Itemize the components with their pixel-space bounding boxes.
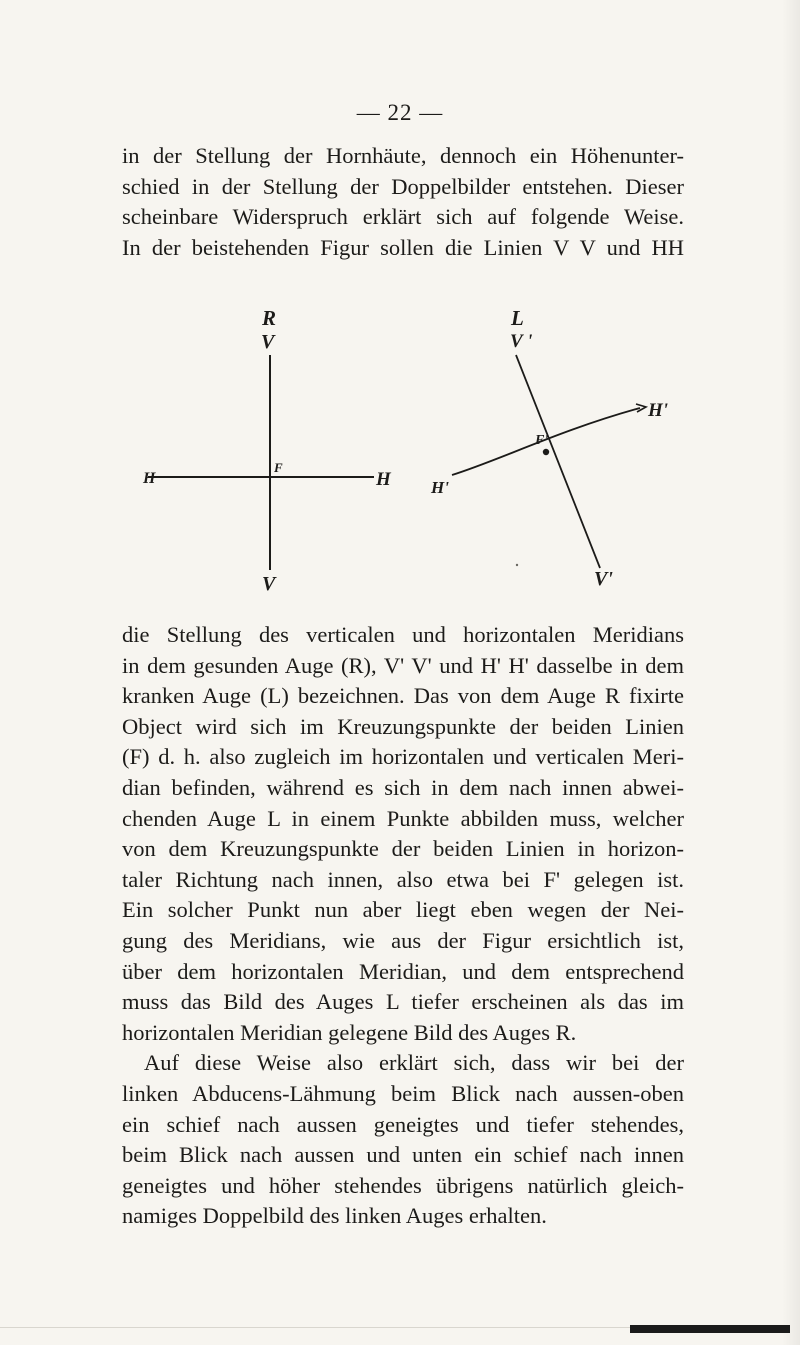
speck (516, 564, 518, 566)
text-line: die Stellung des verticalen und horizontalen Meridians (122, 622, 684, 647)
left-vertical-top-label: V (261, 331, 275, 353)
right-fixation-label: F' (535, 433, 549, 448)
scan-bottom-bar (630, 1325, 790, 1333)
right-horizontal-right-label: H' (648, 400, 669, 421)
right-eye-label: L (511, 306, 524, 330)
text-line: geneigtes und höher stehendes übrigens natürlich gleich- (122, 1172, 684, 1198)
text-line: Auf diese Weise also erklärt sich, dass wir bei der (144, 1050, 684, 1076)
scan-bottom-rule (0, 1327, 630, 1328)
text-line: beim Blick nach aussen und unten ein schief nach innen (122, 1142, 684, 1168)
text-line: chenden Auge L in einem Punkte abbilden muss, welcher (122, 805, 684, 831)
left-horizontal-left-label: H (143, 470, 156, 487)
right-vertical-bottom-label: V' (594, 568, 613, 590)
text-line: Object wird sich im Kreuzungspunkte der beiden Linien (122, 713, 684, 739)
paragraph-top (122, 141, 684, 263)
text-line: in dem gesunden Auge (R), V' V' und H' H' dasselbe in dem (122, 652, 684, 678)
text-line: scheinbare Widerspruch erklärt sich auf folgende Weise. (122, 204, 684, 230)
paragraph-bottom (122, 620, 684, 1232)
text-line: kranken Auge (L) bezeichnen. Das von dem Auge R fixirte (122, 683, 684, 709)
text-line: horizontalen Meridian gelegene Bild des Auges R. (122, 1019, 577, 1045)
right-vertical-meridian (516, 355, 600, 568)
meridian-figure (0, 300, 800, 600)
text-line: gung des Meridians, wie aus der Figur ersichtlich ist, (122, 927, 684, 953)
text-line: dian befinden, während es sich in dem nach innen abwei- (122, 774, 684, 800)
text-line: ein schief nach aussen geneigtes und tiefer stehendes, (122, 1111, 684, 1137)
text-line: schied in der Stellung der Doppelbilder entstehen. Dieser (122, 173, 684, 199)
right-horizontal-left-label: H' (431, 478, 449, 497)
right-fixation-point (543, 449, 549, 455)
text-line: von dem Kreuzungspunkte der beiden Linien in horizon- (122, 836, 684, 862)
text-line: muss das Bild des Auges L tiefer erscheinen als das im (122, 989, 684, 1015)
left-horizontal-right-label: H (376, 469, 391, 490)
text-line: taler Richtung nach innen, also etwa bei F' gelegen ist. (122, 866, 684, 892)
page-edge-shadow (782, 0, 800, 1345)
text-line: linken Abducens-Lähmung beim Blick nach aussen-oben (122, 1080, 684, 1106)
text-line: Ein solcher Punkt nun aber liegt eben wegen der Nei- (122, 897, 684, 923)
text-line: (F) d. h. also zugleich im horizontalen und verticalen Meri- (122, 744, 684, 770)
right-vertical-top-label: V ' (510, 331, 533, 352)
meridian-diagram (0, 300, 800, 600)
text-line: in der Stellung der Hornhäute, dennoch ein Höhenunter- (122, 143, 684, 168)
left-vertical-bottom-label: V (262, 573, 276, 595)
text-line: über dem horizontalen Meridian, und dem entsprechend (122, 958, 684, 984)
left-fixation-label: F (274, 460, 283, 475)
text-line: namiges Doppelbild des linken Auges erhalten. (122, 1203, 547, 1229)
left-eye-label: R (262, 306, 277, 330)
page-number: — 22 — (356, 100, 444, 125)
text-line: In der beistehenden Figur sollen die Linien V V und HH (122, 234, 684, 260)
